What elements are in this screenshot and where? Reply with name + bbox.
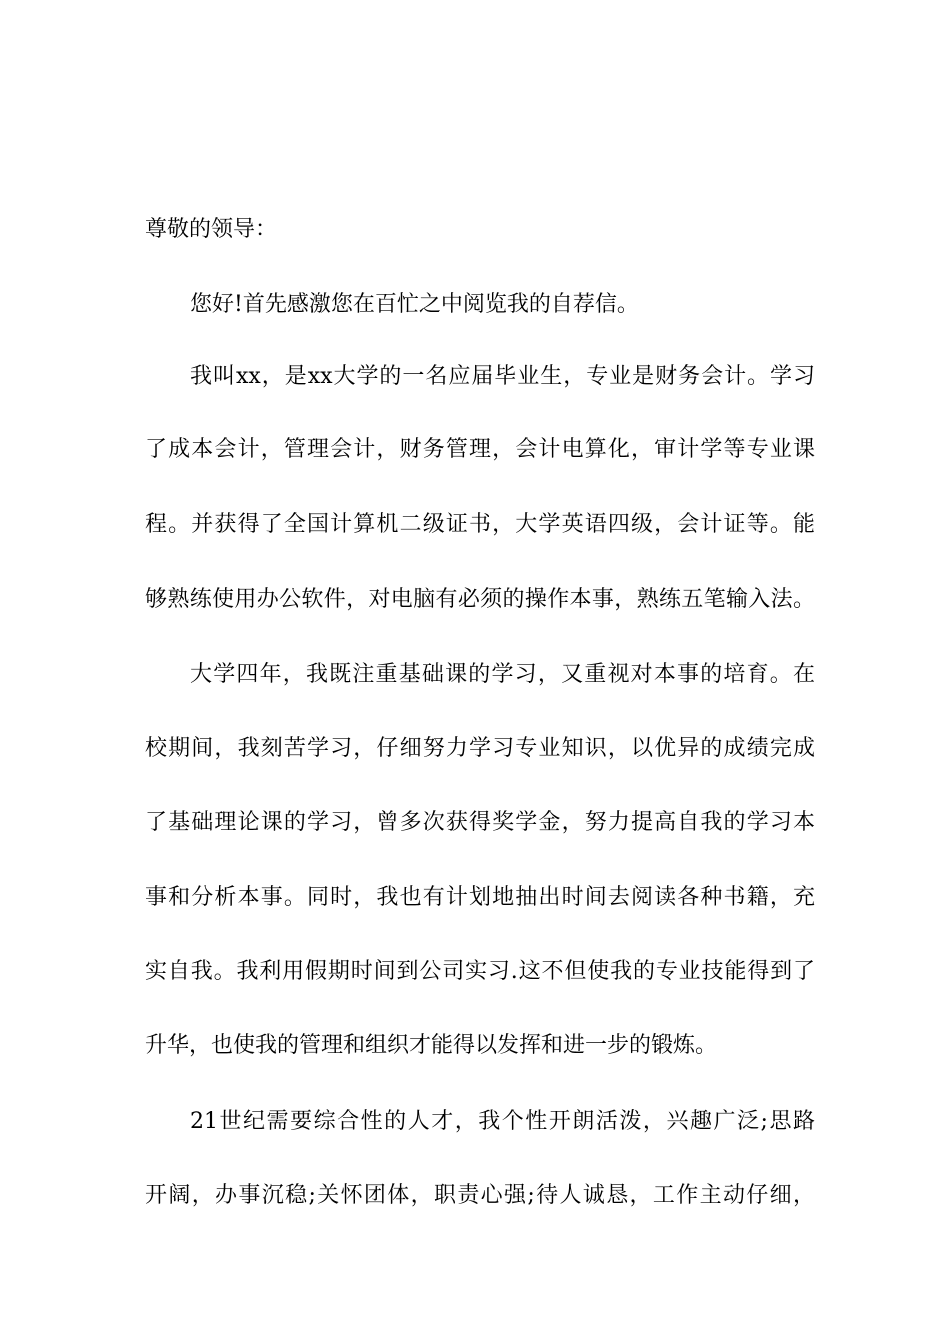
greeting-line: 您好!首先感激您在百忙之中阅览我的自荐信。: [190, 292, 639, 317]
paragraph-line: 实自我。我利用假期时间到公司实习.这不但使我的专业技能得到了: [145, 959, 815, 984]
paragraph-line: 校期间，我刻苦学习，仔细努力学习专业知识，以优异的成绩完成: [145, 736, 815, 761]
paragraph-line: 21世纪需要综合性的人才，我个性开朗活泼，兴趣广泛;思路: [190, 1109, 815, 1134]
paragraph-line: 事和分析本事。同时，我也有计划地抽出时间去阅读各种书籍，充: [145, 885, 815, 910]
paragraph-line: 够熟练使用办公软件，对电脑有必须的操作本事，熟练五笔输入法。: [145, 587, 815, 612]
paragraph-line: 我叫xx，是xx大学的一名应届毕业生，专业是财务会计。学习: [190, 364, 815, 389]
salutation: 尊敬的领导：: [145, 217, 278, 242]
paragraph-line: 程。并获得了全国计算机二级证书，大学英语四级，会计证等。能: [145, 512, 815, 537]
paragraph-line: 大学四年，我既注重基础课的学习，又重视对本事的培育。在: [190, 662, 815, 687]
paragraph-line: 升华，也使我的管理和组织才能得以发挥和进一步的锻炼。: [145, 1033, 718, 1058]
paragraph-line: 了基础理论课的学习，曾多次获得奖学金，努力提高自我的学习本: [145, 810, 815, 835]
paragraph-line: 了成本会计，管理会计，财务管理，会计电算化，审计学等专业课: [145, 437, 815, 462]
paragraph-line: 开阔，办事沉稳;关怀团体，职责心强;待人诚恳，工作主动仔细，: [145, 1183, 815, 1208]
